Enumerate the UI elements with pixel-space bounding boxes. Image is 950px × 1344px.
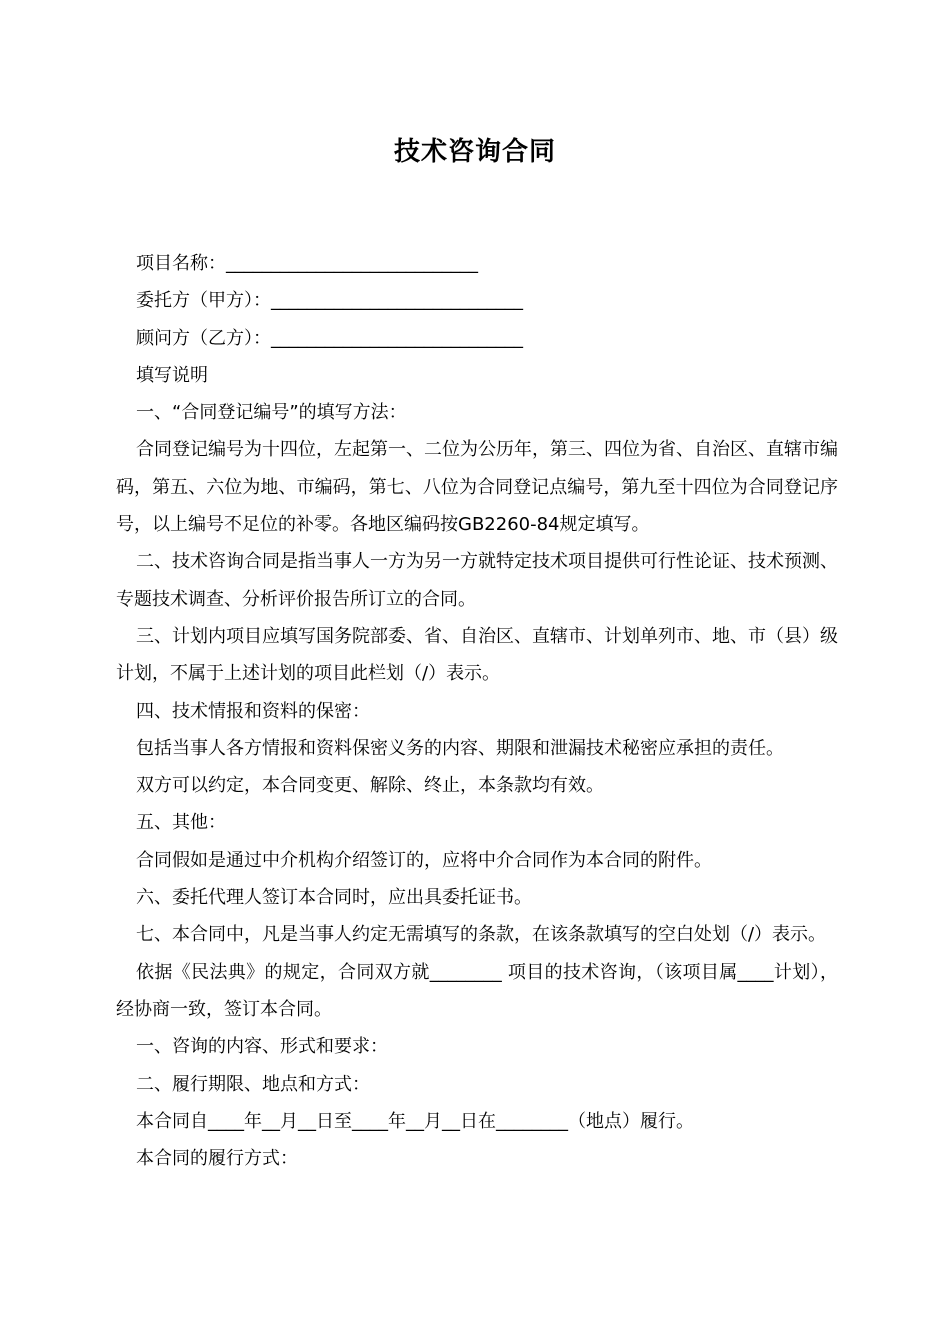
instruction-1-body: 合同登记编号为十四位，左起第一、二位为公历年，第三、四位为省、自治区、直辖市编码，第五、六位为地、市编码，第七、八位为合同登记点编号，第九至十四位为合同登记序号，以上编号不足位的补零。各地区编码按GB2260-84规定填写。 — [116, 439, 838, 536]
instructions-heading: 填写说明 — [136, 364, 208, 386]
document-body — [116, 245, 838, 1177]
instruction-2: 二、技术咨询合同是指当事人一方为另一方就特定技术项目提供可行性论证、技术预测、专题技术调查、分析评价报告所订立的合同。 — [116, 551, 838, 610]
instruction-4-validity: 双方可以约定，本合同变更、解除、终止，本条款均有效。 — [136, 775, 604, 797]
section-1-heading: 一、咨询的内容、形式和要求： — [136, 1036, 388, 1058]
instruction-1-heading: 一、“合同登记编号”的填写方法： — [136, 402, 407, 424]
section-2-heading: 二、履行期限、地点和方式： — [136, 1073, 370, 1095]
instruction-3: 三、计划内项目应填写国务院部委、省、自治区、直辖市、计划单列市、地、市（县）级计划，不属于上述计划的项目此栏划（/）表示。 — [116, 625, 838, 685]
field-project-name: 项目名称：____________________________ — [136, 253, 478, 274]
instruction-6: 六、委托代理人签订本合同时，应出具委托证书。 — [136, 887, 532, 909]
field-client-party-a: 委托方（甲方）：____________________________ — [136, 290, 523, 312]
instruction-4-heading: 四、技术情报和资料的保密： — [136, 700, 370, 722]
instruction-7: 七、本合同中，凡是当事人约定无需填写的条款，在该条款填写的空白处划（/）表示。 — [136, 924, 827, 946]
section-2-term: 本合同自____年__月__日至____年__月__日在________（地点）履行。 — [136, 1110, 694, 1132]
field-consultant-party-b: 顾问方（乙方）：____________________________ — [136, 327, 523, 349]
instruction-5-heading: 五、其他： — [136, 812, 226, 834]
instruction-4-body: 包括当事人各方情报和资料保密义务的内容、期限和泄漏技术秘密应承担的责任。 — [136, 737, 784, 759]
contract-preamble: 依据《民法典》的规定，合同双方就________ 项目的技术咨询，（该项目属____计划），经协商一致，签订本合同。 — [116, 961, 838, 1020]
document-title: 技术咨询合同 — [393, 137, 556, 167]
instruction-5-body: 合同假如是通过中介机构介绍签订的，应将中介合同作为本合同的附件。 — [136, 849, 712, 871]
section-2-method: 本合同的履行方式： — [136, 1148, 298, 1170]
